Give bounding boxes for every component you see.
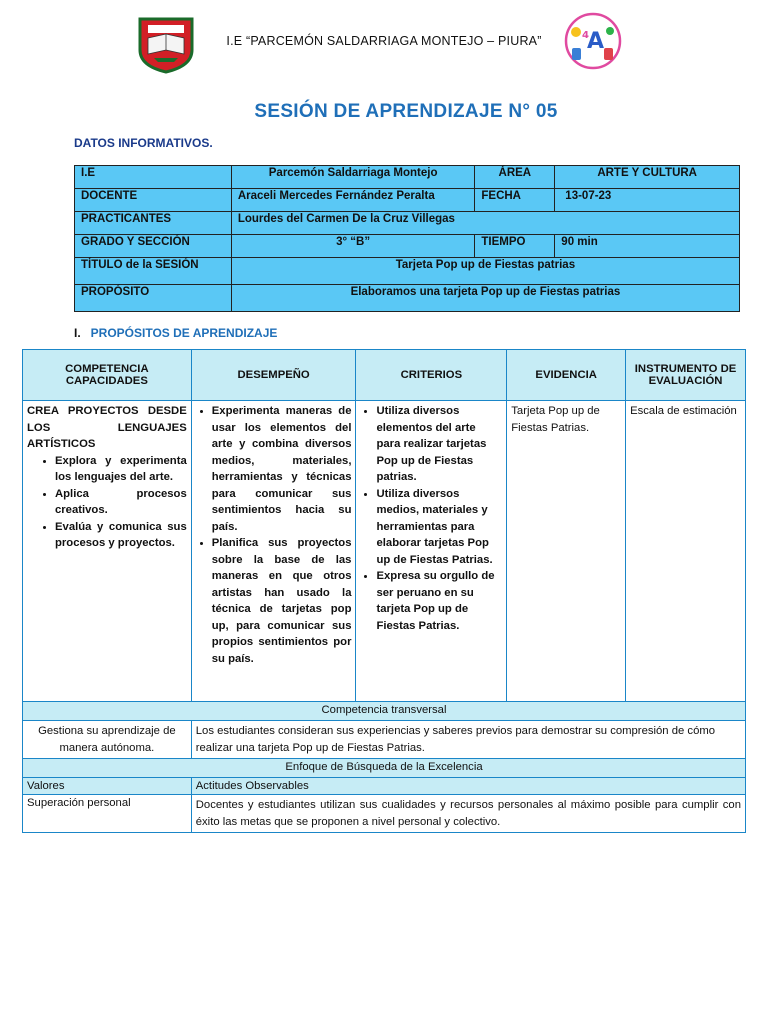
info-value: 90 min (555, 235, 740, 258)
info-value: 3° “B” (231, 235, 475, 258)
list-item: • Aplica procesos creativos. (55, 486, 187, 519)
actitudes-label: Actitudes Observables (191, 778, 745, 795)
header-instrumento: INSTRUMENTO DE EVALUACIÓN (626, 350, 746, 401)
table-row (75, 166, 740, 189)
info-value: Lourdes del Carmen De la Cruz Villegas (231, 212, 739, 235)
instrumento-cell: Escala de estimación (626, 401, 746, 702)
table-header-row (23, 350, 746, 401)
info-label: FECHA (475, 189, 555, 212)
table-row (23, 759, 746, 778)
competencia-title: CREA PROYECTOS DESDE LOS LENGUAJES ARTÍSTICOS (27, 405, 187, 450)
info-label: PROPÓSITO (75, 285, 232, 312)
list-item: • Explora y experimenta los lenguajes del arte. (55, 453, 187, 486)
header-competencia: COMPETENCIA CAPACIDADES (23, 350, 192, 401)
header-evidencia: EVIDENCIA (507, 350, 626, 401)
competencia-cell (23, 401, 192, 702)
page-title: SESIÓN DE APRENDIZAJE N° 05 (254, 101, 558, 122)
evidencia-cell: Tarjeta Pop up de Fiestas Patrias. (507, 401, 626, 702)
enfoque-band: Enfoque de Búsqueda de la Excelencia (23, 759, 746, 778)
learning-purposes-table (22, 349, 746, 833)
info-label: GRADO Y SECCIÓN (75, 235, 232, 258)
grade-badge-icon (560, 12, 626, 70)
header-criterios: CRITERIOS (356, 350, 507, 401)
table-row (23, 702, 746, 721)
criterios-cell (356, 401, 507, 702)
section-number: I. (74, 326, 81, 340)
header-desempeno: DESEMPEÑO (191, 350, 356, 401)
info-value: ARTE Y CULTURA (555, 166, 740, 189)
info-label: ÁREA (475, 166, 555, 189)
table-row (75, 258, 740, 285)
page-header (0, 0, 768, 90)
table-row (23, 401, 746, 702)
list-item: • Utiliza diversos medios, materiales y herramientas para elaborar tarjetas Pop up de Fiestas Patrias. (376, 486, 502, 569)
valor-cell: Superación personal (23, 795, 192, 833)
table-row (75, 235, 740, 258)
info-value: 13-07-23 (555, 189, 740, 212)
list-item: • Planifica sus proyectos sobre la base de las maneras en que otros artistas han usado la técnica de tarjetas pop up, para comunicar sus propios sentimientos por su país. (212, 535, 352, 667)
info-value: Parcemón Saldarriaga Montejo (231, 166, 475, 189)
transversal-band: Competencia transversal (23, 702, 746, 721)
list-item: • Evalúa y comunica sus procesos y proyectos. (55, 519, 187, 552)
table-row (75, 189, 740, 212)
info-label: PRACTICANTES (75, 212, 232, 235)
desempeno-cell (191, 401, 356, 702)
table-row (75, 285, 740, 312)
info-label: TIEMPO (475, 235, 555, 258)
info-value: Araceli Mercedes Fernández Peralta (231, 189, 475, 212)
actitud-cell: Docentes y estudiantes utilizan sus cualidades y recursos personales al máximo posible para cumplir con éxito las metas que se proponen a nivel personal y colectivo. (191, 795, 745, 833)
info-label: TÍTULO de la SESIÓN (75, 258, 232, 285)
table-row (23, 778, 746, 795)
school-name: I.E “PARCEMÓN SALDARRIAGA MONTEJO – PIURA” (226, 34, 542, 48)
info-label: I.E (75, 166, 232, 189)
transversal-name: Gestiona su aprendizaje de manera autónoma. (23, 721, 192, 759)
badge-prefix: 4 (582, 30, 589, 41)
list-item: • Utiliza diversos elementos del arte para realizar tarjetas Pop up de Fiestas patrias. (376, 403, 502, 486)
transversal-text: Los estudiantes consideran sus experiencias y saberes previos para demostrar su compresión de cómo realizar una tarjeta Pop up de Fiestas Patrias. (191, 721, 745, 759)
badge-letter: A (587, 29, 605, 54)
info-value: Elaboramos una tarjeta Pop up de Fiestas patrias (231, 285, 739, 312)
info-value: Tarjeta Pop up de Fiestas patrias (231, 258, 739, 285)
section-heading (74, 326, 277, 340)
info-label: DOCENTE (75, 189, 232, 212)
table-row (75, 212, 740, 235)
table-row (23, 795, 746, 833)
valores-label: Valores (23, 778, 192, 795)
list-item: • Expresa su orgullo de ser peruano en su tarjeta Pop up de Fiestas Patrias. (376, 568, 502, 634)
info-table (74, 165, 740, 312)
list-item: • Experimenta maneras de usar los elementos del arte y combina diversos medios, materiales, herramientas y técnicas para comunicar sus sentimientos hacia su país. (212, 403, 352, 535)
table-row (23, 721, 746, 759)
datos-informativos-heading: DATOS INFORMATIVOS. (74, 136, 213, 150)
section-title: PROPÓSITOS DE APRENDIZAJE (90, 326, 278, 340)
